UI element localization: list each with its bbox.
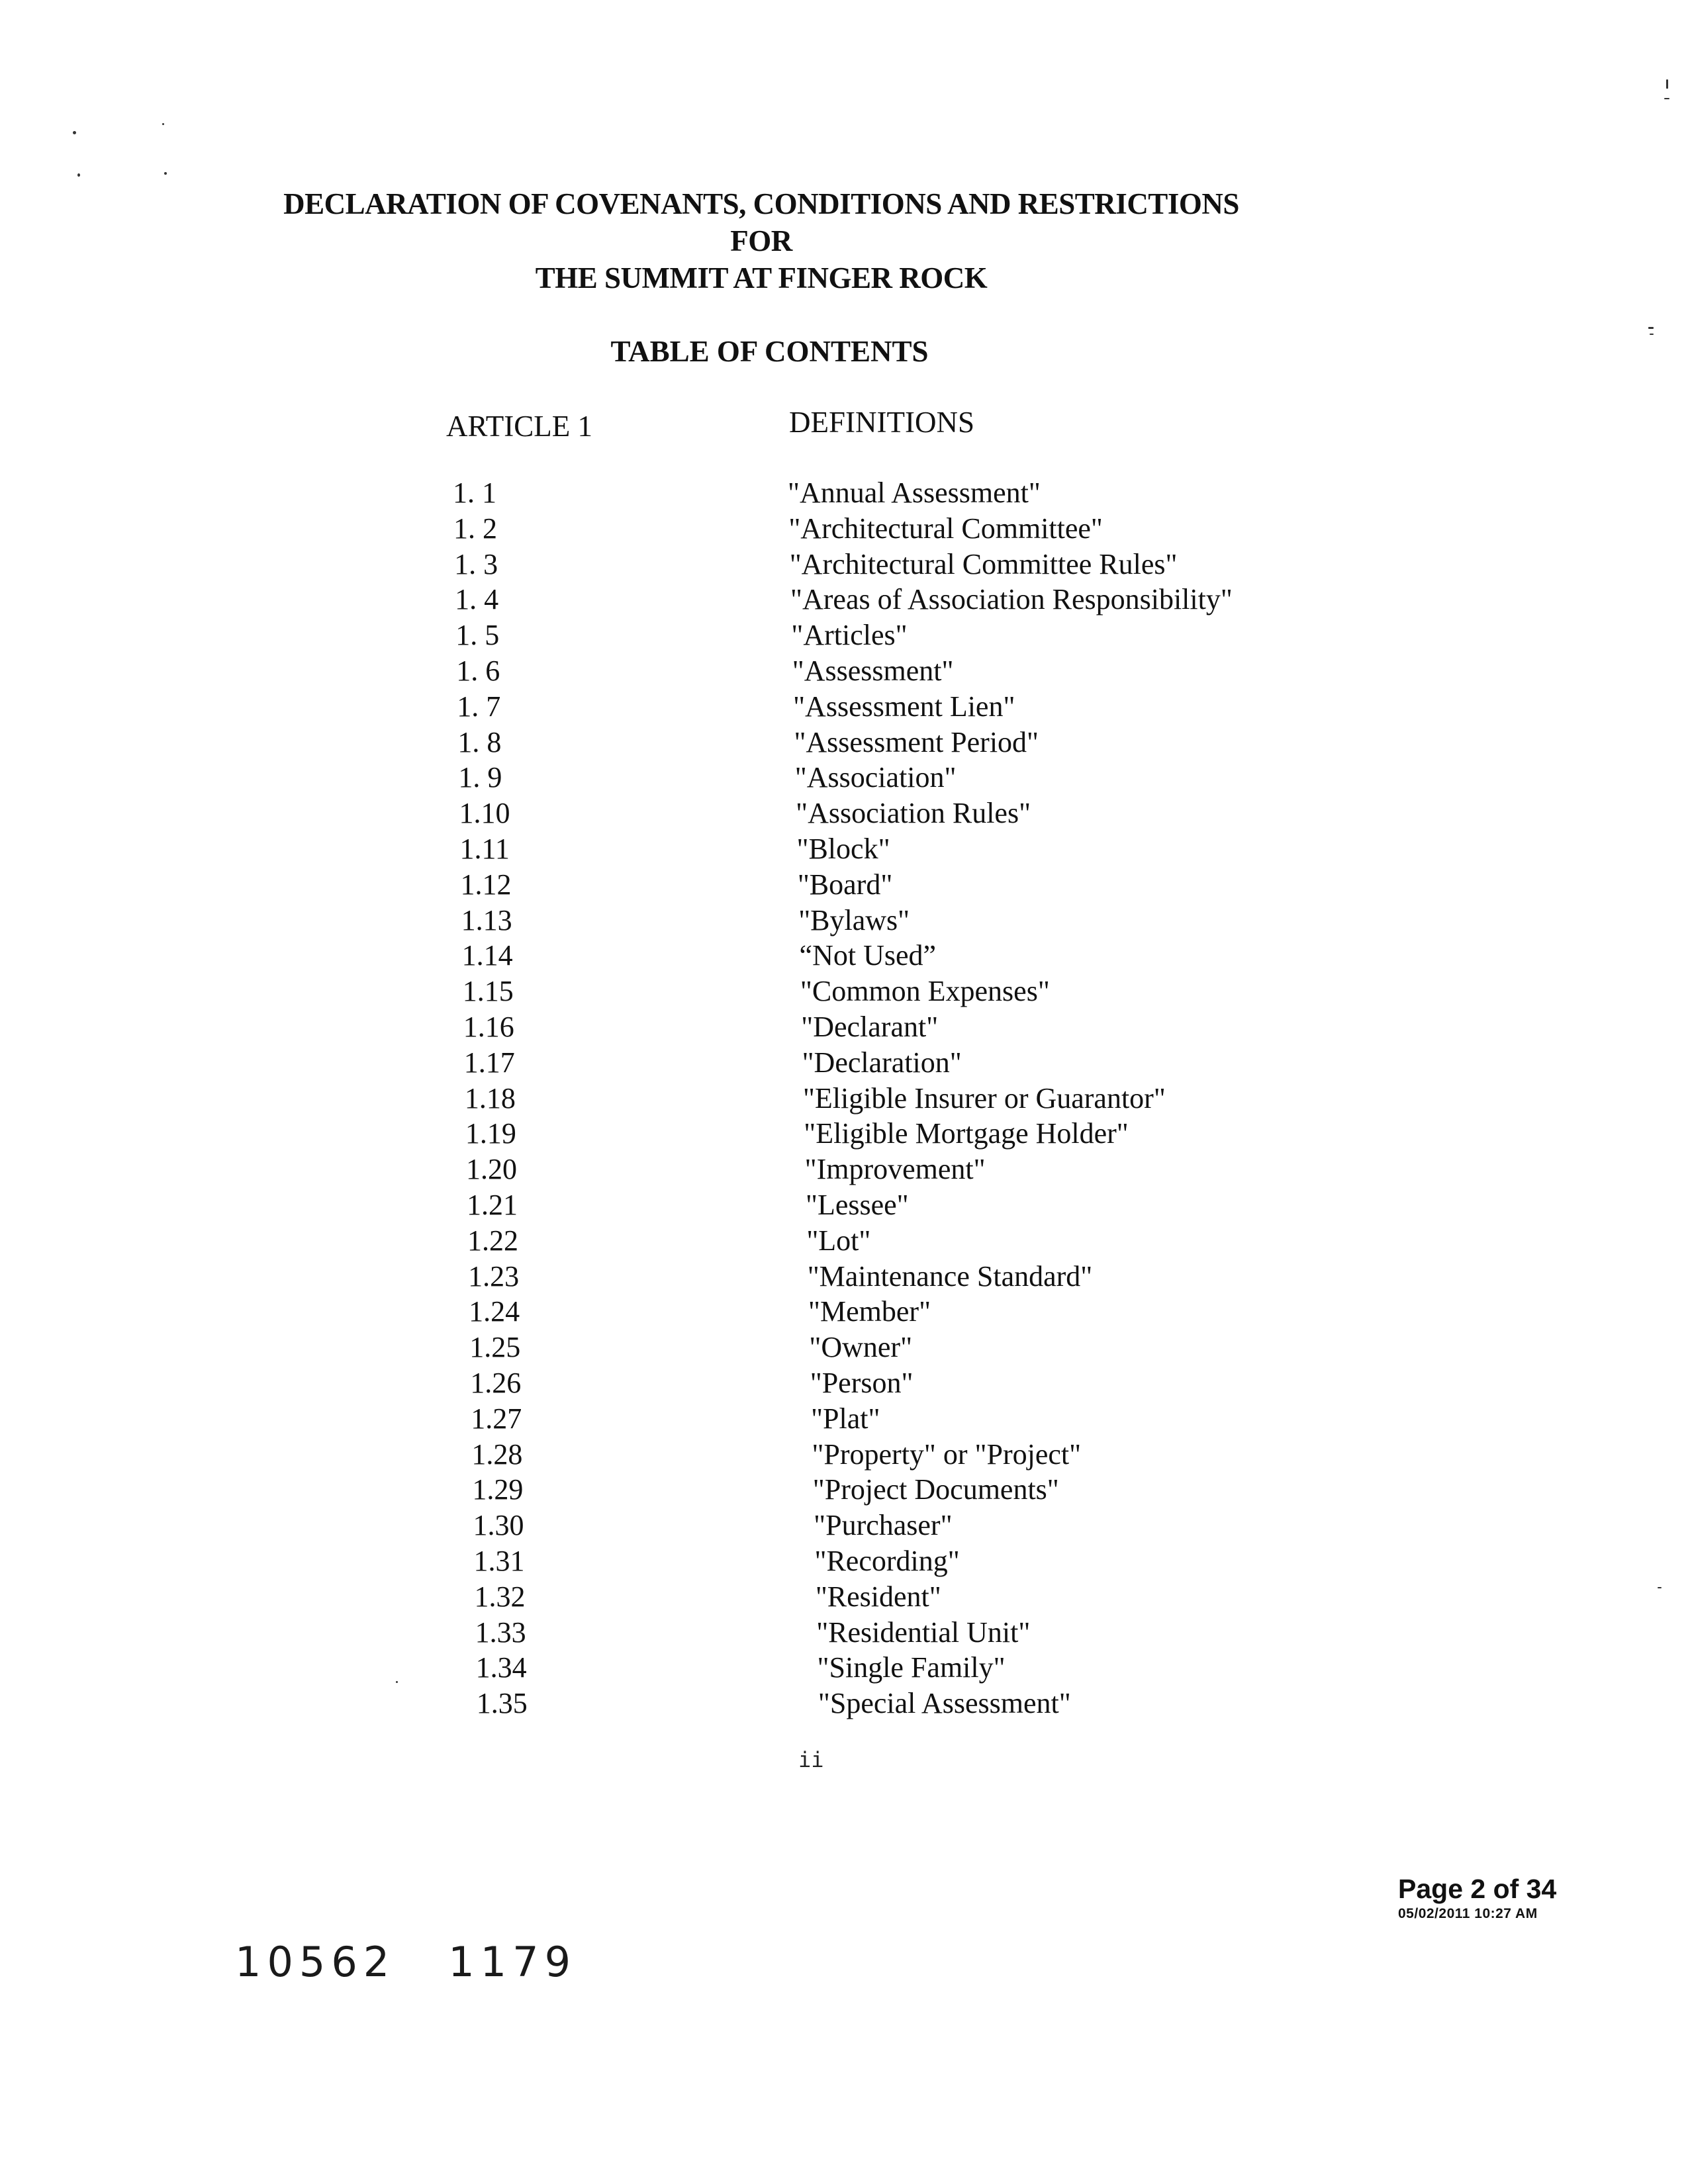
toc-entry [0, 831, 1688, 867]
toc-entry-label: "Block" [796, 833, 890, 865]
toc-entry-number: 1.26 [470, 1367, 522, 1399]
toc-entry-label: "Annual Assessment" [788, 477, 1041, 509]
toc-entry [0, 1579, 1688, 1615]
toc-entry-number: 1.23 [468, 1259, 520, 1293]
toc-entry-label: "Assessment" [792, 655, 954, 687]
toc-entry [0, 1686, 1688, 1721]
toc-entry [0, 547, 1688, 582]
toc-entry-label: "Architectural Committee Rules" [789, 547, 1178, 580]
record-book: 10562 [235, 1938, 396, 1986]
toc-entry-label: "Improvement" [804, 1153, 986, 1186]
toc-entry-label: "Declaration" [802, 1046, 962, 1079]
toc-entry-number: 1.31 [473, 1545, 525, 1577]
toc-entry-number: 1.34 [475, 1651, 527, 1684]
toc-entry-label: "Association" [794, 761, 957, 794]
recording-number [235, 1938, 577, 1986]
toc-entry [0, 1472, 1688, 1508]
toc-entry-label: "Owner" [809, 1331, 913, 1364]
toc-entry-label: "Lot" [806, 1224, 871, 1257]
scan-speck [73, 131, 76, 134]
title-line-2: FOR [730, 224, 792, 257]
scan-speck [1664, 98, 1669, 99]
toc-entry [0, 974, 1688, 1009]
toc-entry-number: 1.22 [467, 1224, 519, 1257]
toc-entry [0, 1187, 1688, 1223]
title-line-1: DECLARATION OF COVENANTS, CONDITIONS AND RESTRICTIONS [283, 187, 1239, 220]
page-count: Page 2 of 34 [1398, 1874, 1557, 1904]
toc-entry-number: 1.10 [459, 797, 510, 830]
toc-entry-label: "Architectural Committee" [788, 512, 1103, 545]
toc-entry [0, 1009, 1688, 1045]
toc-entry-label: "Single Family" [817, 1651, 1006, 1684]
toc-entry-number: 1.30 [473, 1509, 524, 1542]
toc-entry-number: 1.33 [475, 1615, 526, 1649]
toc-entry-number: 1. 2 [453, 512, 498, 545]
article-title: DEFINITIONS [789, 406, 974, 439]
toc-entry [0, 760, 1688, 796]
toc-entry [0, 689, 1688, 725]
scan-speck [164, 172, 167, 175]
toc-entry-number: 1.14 [461, 939, 513, 972]
toc-entry-label: "Areas of Association Responsibility" [790, 583, 1233, 616]
toc-entry-label: “Not Used” [799, 939, 937, 972]
toc-entry [0, 1152, 1688, 1187]
toc-entry [0, 1365, 1688, 1401]
toc-entry-number: 1.17 [463, 1046, 515, 1079]
toc-entry-label: "Person" [810, 1367, 914, 1399]
toc-entry-label: "Eligible Insurer or Guarantor" [802, 1081, 1166, 1115]
scan-speck [1666, 79, 1668, 89]
toc-entry [0, 796, 1688, 831]
toc-entry [0, 1615, 1688, 1651]
toc-entry [0, 1543, 1688, 1579]
scan-speck [1648, 327, 1654, 329]
toc-entry-number: 1.12 [460, 868, 512, 901]
toc-entry [0, 867, 1688, 903]
toc-entry [0, 1437, 1688, 1473]
toc-entry-label: "Maintenance Standard" [807, 1259, 1093, 1293]
toc-entry-label: "Association Rules" [796, 797, 1031, 830]
toc-entry-label: "Member" [808, 1295, 931, 1328]
toc-entry-number: 1.28 [471, 1437, 523, 1471]
toc-entry [0, 475, 1688, 511]
toc-entry-number: 1.11 [459, 833, 510, 865]
toc-entry [0, 1508, 1688, 1543]
article-number: ARTICLE 1 [446, 410, 593, 443]
toc-entry-number: 1.20 [465, 1153, 517, 1186]
scan-speck [162, 123, 164, 125]
toc-heading: TABLE OF CONTENTS [610, 335, 929, 368]
toc-entry-number: 1.13 [461, 903, 512, 936]
toc-entry-label: "Property" or "Project" [812, 1437, 1082, 1471]
toc-entry [0, 582, 1688, 617]
toc-entry [0, 1294, 1688, 1330]
toc-entry-number: 1. 6 [456, 655, 500, 687]
toc-entry [0, 1650, 1688, 1686]
toc-entry-label: "Residential Unit" [816, 1615, 1031, 1649]
document-title [0, 185, 1523, 296]
toc-entry-label: "Resident" [815, 1580, 941, 1613]
toc-entry [0, 938, 1688, 974]
toc-entry-number: 1.32 [474, 1580, 526, 1613]
scan-speck [1650, 334, 1654, 335]
toc-entry-number: 1. 8 [457, 725, 502, 758]
toc-entry-number: 1. 7 [457, 690, 501, 723]
page-timestamp: 05/02/2011 10:27 AM [1398, 1906, 1538, 1921]
toc-entry-label: "Lessee" [806, 1189, 909, 1221]
toc-entry [0, 1330, 1688, 1365]
toc-entry-label: "Purchaser" [814, 1509, 953, 1542]
toc-entry-label: "Bylaws" [798, 903, 910, 936]
toc-entry-number: 1.25 [469, 1331, 521, 1364]
toc-entry-number: 1.29 [472, 1473, 524, 1506]
toc-entry [0, 511, 1688, 547]
toc-entry [0, 1223, 1688, 1259]
scan-speck [396, 1681, 398, 1683]
title-line-3: THE SUMMIT AT FINGER ROCK [535, 261, 988, 295]
toc-entry-number: 1. 3 [454, 547, 498, 580]
toc-entry-number: 1.21 [467, 1189, 518, 1221]
toc-entry-label: "Assessment Period" [794, 725, 1039, 758]
record-page: 1179 [448, 1938, 577, 1986]
scan-speck [1658, 1587, 1662, 1588]
toc-entry-label: "Declarant" [801, 1011, 939, 1043]
toc-entry-number: 1.35 [476, 1687, 528, 1720]
toc-entry-label: "Project Documents" [812, 1473, 1059, 1506]
scan-speck [77, 173, 80, 177]
toc-entry [0, 617, 1688, 653]
toc-entry-label: "Board" [797, 868, 893, 901]
toc-entry-label: "Plat" [811, 1402, 880, 1435]
toc-entry-label: "Assessment Lien" [793, 690, 1015, 723]
toc-entry-number: 1. 4 [455, 583, 499, 616]
toc-entry-number: 1.27 [471, 1402, 522, 1435]
toc-entry [0, 725, 1688, 760]
toc-entry [0, 903, 1688, 938]
toc-entry-label: "Common Expenses" [800, 975, 1050, 1008]
toc-entry-number: 1. 9 [458, 761, 502, 794]
toc-entry-number: 1.15 [462, 975, 514, 1008]
toc-entry-number: 1.24 [469, 1295, 520, 1328]
toc-entry-number: 1.18 [464, 1081, 516, 1115]
toc-entry [0, 653, 1688, 689]
toc-entry-label: "Recording" [814, 1545, 960, 1577]
toc-entry-label: "Eligible Mortgage Holder" [804, 1117, 1129, 1150]
toc-entry [0, 1081, 1688, 1116]
page-roman-numeral: ii [798, 1747, 824, 1772]
toc-entry [0, 1045, 1688, 1081]
toc-entry-label: "Articles" [791, 619, 908, 652]
toc-entry-number: 1.19 [465, 1117, 516, 1150]
toc-entry [0, 1116, 1688, 1152]
toc-entry [0, 1259, 1688, 1295]
toc-entry-number: 1.16 [463, 1011, 514, 1043]
toc-entry-number: 1. 1 [453, 477, 496, 509]
toc-entry-number: 1. 5 [455, 619, 500, 652]
toc-entry [0, 1401, 1688, 1437]
toc-entry-label: "Special Assessment" [818, 1687, 1071, 1720]
